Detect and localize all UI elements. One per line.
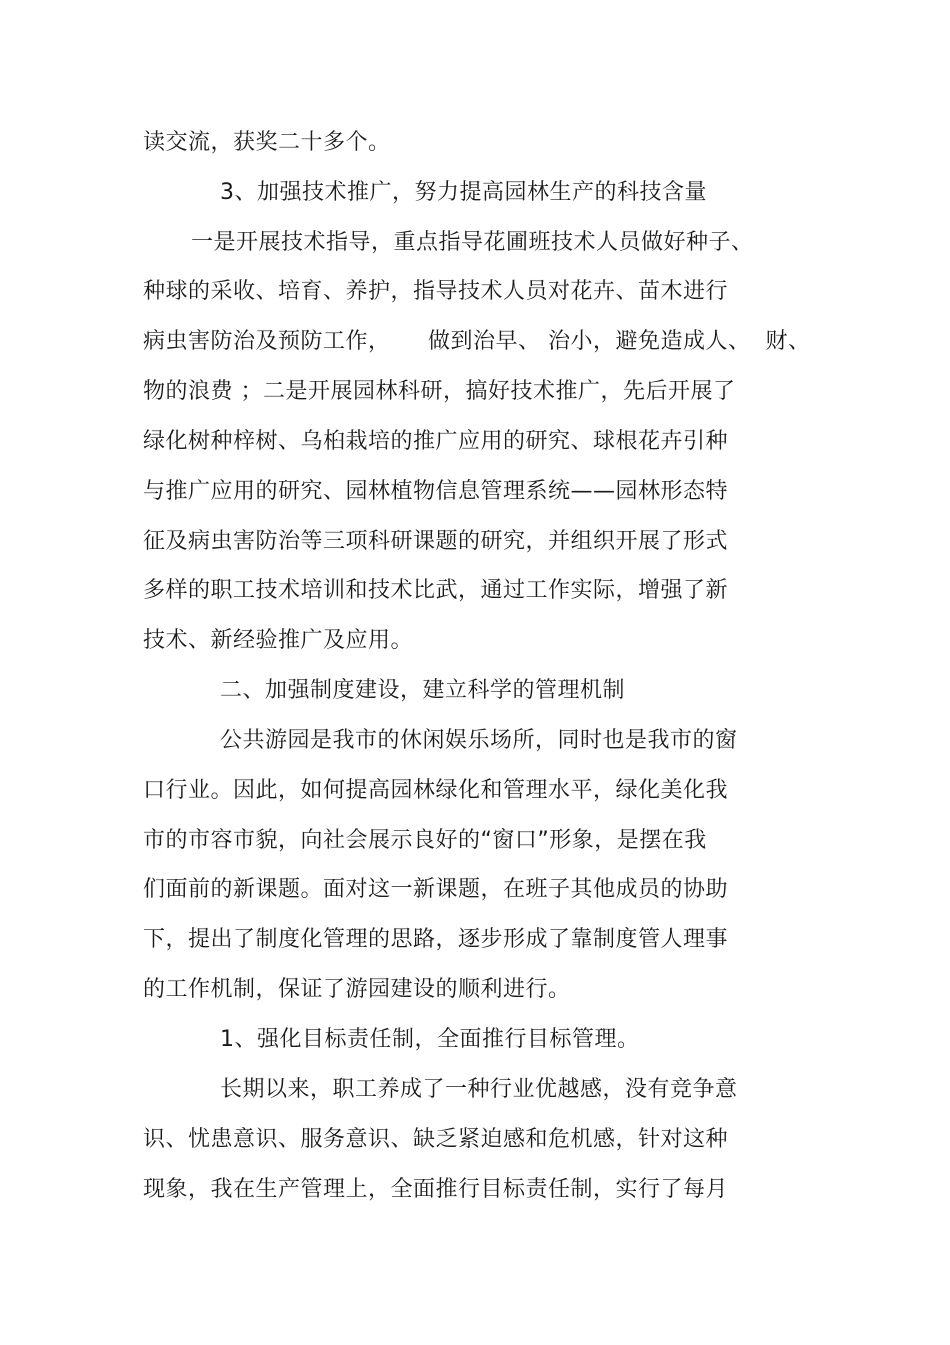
text-line: 与推广应用的研究、园林植物信息管理系统——园林形态特	[143, 479, 729, 504]
text-line: 物的浪费 ；二是开展园林科研，搞好技术推广，先后开展了	[143, 379, 736, 404]
text-line: 口行业。因此，如何提高园林绿化和管理水平，绿化美化我	[143, 778, 729, 803]
section-heading: 1、强化目标责任制，全面推行目标管理。	[220, 1027, 640, 1052]
text-line: 病虫害防治及预防工作， 做到治早、 治小，避免造成人、 财、	[143, 329, 811, 354]
text-line: 技术、新经验推广及应用。	[143, 628, 414, 653]
text-line: 现象，我在生产管理上，全面推行目标责任制，实行了每月	[143, 1177, 729, 1202]
text-line: 公共游园是我市的休闲娱乐场所，同时也是我市的窗	[220, 728, 738, 753]
text-line: 一是开展技术指导，重点指导花圃班技术人员做好种子、	[191, 230, 754, 255]
text-line: 识、忧患意识、服务意识、缺乏紧迫感和危机感，针对这种	[143, 1127, 729, 1152]
text-line: 下，提出了制度化管理的思路，逐步形成了靠制度管人理事	[143, 927, 729, 952]
text-line: 绿化树种梓树、乌桕栽培的推广应用的研究、球根花卉引种	[143, 429, 729, 454]
text-line: 们面前的新课题。面对这一新课题，在班子其他成员的协助	[143, 877, 729, 902]
text-line: 征及病虫害防治等三项科研课题的研究，并组织开展了形式	[143, 529, 729, 554]
text-line: 的工作机制，保证了游园建设的顺利进行。	[143, 977, 571, 1002]
text-line: 市的市容市貌，向社会展示良好的“窗口”形象，是摆在我	[143, 828, 707, 853]
text-line: 多样的职工技术培训和技术比武，通过工作实际，增强了新	[143, 578, 729, 603]
text-line: 长期以来，职工养成了一种行业优越感，没有竞争意	[220, 1077, 738, 1102]
section-heading: 二、加强制度建设，建立科学的管理机制	[220, 678, 626, 703]
section-heading: 3、加强技术推广，努力提高园林生产的科技含量	[220, 180, 707, 205]
text-line: 读交流，获奖二十多个。	[143, 130, 391, 155]
text-line: 种球的采收、培育、养护，指导技术人员对花卉、苗木进行	[143, 279, 729, 304]
